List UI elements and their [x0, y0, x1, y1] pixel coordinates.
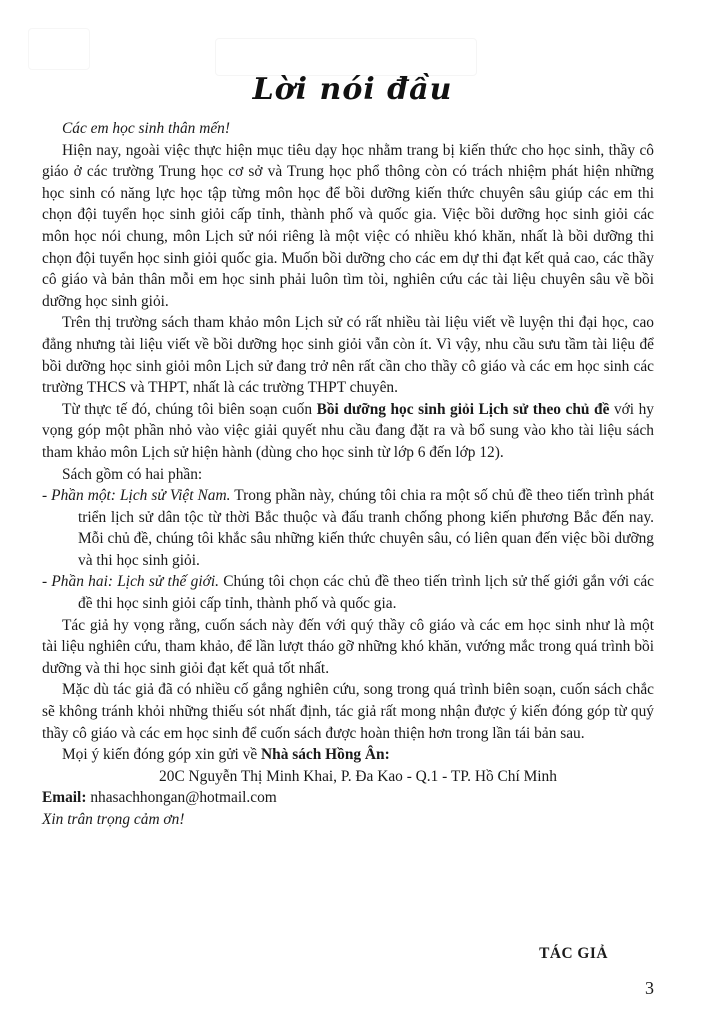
paragraph-3-intro: Từ thực tế đó, chúng tôi biên soạn cuốn	[62, 400, 317, 418]
paragraph-3-rest: với hy vọng góp một phần nhỏ vào việc giải quyết nhu cầu đang đặt ra và bổ sung vào kho tài liệu sách tham khảo môn Lịch sử hiện hành (dùng cho học sinh từ lớp 6 đến lớp 12).	[42, 400, 654, 461]
part-two-text: Chúng tôi chọn các chủ đề theo tiến trình lịch sử thế giới gắn với các đề thi học sinh giỏi cấp tỉnh, thành phố và quốc gia.	[78, 573, 654, 613]
faint-seal-mark	[28, 28, 90, 70]
email-label: Email:	[42, 789, 87, 807]
part-one-heading: - Phần một: Lịch sử Việt Nam.	[42, 487, 231, 505]
paragraph-5: Tác giả hy vọng rằng, cuốn sách này đến với quý thầy cô giáo và các em học sinh như là một tài liệu nghiên cứu, tham khảo, để lần lượt tháo gỡ những khó khăn, vướng mắc trong quá trình bồi dưỡng và thi học sinh giỏi đạt kết quả tốt nhất.	[42, 616, 654, 677]
part-two-item	[42, 571, 654, 614]
paragraph-2: Trên thị trường sách tham khảo môn Lịch sử có rất nhiều tài liệu viết về luyện thi đại học, cao đẳng nhưng tài liệu viết về bồi dưỡng học sinh giỏi vẫn còn ít. Vì vậy, nhu cầu sưu tầm tài liệu để bồi dưỡng học sinh giỏi môn Lịch sử đang trở nên rất cần cho thầy cô giáo và các em học sinh các trường THCS và THPT, nhất là các trường THPT chuyên.	[42, 314, 654, 397]
part-one-item	[42, 485, 654, 571]
book-title: Bồi dưỡng học sinh giỏi Lịch sử theo chủ đề	[316, 400, 610, 418]
contact-intro: Mọi ý kiến đóng góp xin gửi về	[62, 746, 262, 764]
thanks-line: Xin trân trọng cảm ơn!	[42, 811, 185, 828]
part-two-heading: - Phần hai: Lịch sử thế giới.	[42, 573, 219, 591]
salutation: Các em học sinh thân mến!	[62, 120, 230, 137]
paragraph-6: Mặc dù tác giả đã có nhiều cố gắng nghiên cứu, song trong quá trình biên soạn, cuốn sách chắc sẽ không tránh khỏi những thiếu sót nhất định, tác giả rất mong nhận được ý kiến đóng góp từ quý thầy cô giáo và các em học sinh để cuốn sách được hoàn thiện hơn trong lần tái bản sau.	[42, 681, 654, 742]
paragraph-1: Hiện nay, ngoài việc thực hiện mục tiêu dạy học nhằm trang bị kiến thức cho học sinh, thầy cô giáo ở các trường Trung học cơ sở và Trung học phổ thông còn có trách nhiệm phát hiện những học sinh có năng lực học tập từng môn học để bồi dưỡng kiến thức chuyên sâu giúp các em thi chọn đội tuyển học sinh giỏi cấp tỉnh, thành phố và quốc gia. Việc bồi dưỡng học sinh giỏi các môn học nói chung, môn Lịch sử nói riêng là một việc có nhiều khó khăn, nhất là bồi dưỡng thi chọn đội tuyển học sinh giỏi quốc gia. Muốn bồi dưỡng cho các em dự thi đạt kết quả cao, các thầy cô giáo và bản thân mỗi em học sinh phải luôn tìm tòi, nghiên cứu các tài liệu chuyên sâu về bồi dưỡng học sinh giỏi.	[42, 141, 654, 310]
paragraph-3	[42, 399, 654, 464]
faint-header-mark	[215, 38, 477, 76]
part-one-text: Trong phần này, chúng tôi chia ra một số chủ đề theo tiến trình phát triển lịch sử dân tộc từ thời Bắc thuộc và đấu tranh chống phong kiến phương Bắc đến nay. Mỗi chủ đề, chúng tôi khắc sâu những kiến thức chuyên sâu, có liên quan đến việc bồi dưỡng và thi học sinh giỏi.	[78, 487, 654, 569]
page-title: Lời nói đầu	[252, 72, 453, 107]
publisher-address: 20C Nguyễn Thị Minh Khai, P. Đa Kao - Q.1 - TP. Hồ Chí Minh	[159, 767, 557, 785]
preface-body	[42, 118, 654, 831]
paragraph-4: Sách gồm có hai phần:	[62, 465, 203, 483]
email-line	[42, 787, 654, 809]
paragraph-7	[42, 744, 654, 766]
email-address: nhasachhongan@hotmail.com	[86, 789, 277, 807]
page-number: 3	[645, 978, 654, 998]
author-signature: TÁC GIẢ	[539, 945, 608, 962]
publisher-name: Nhà sách Hồng Ân:	[261, 746, 390, 764]
